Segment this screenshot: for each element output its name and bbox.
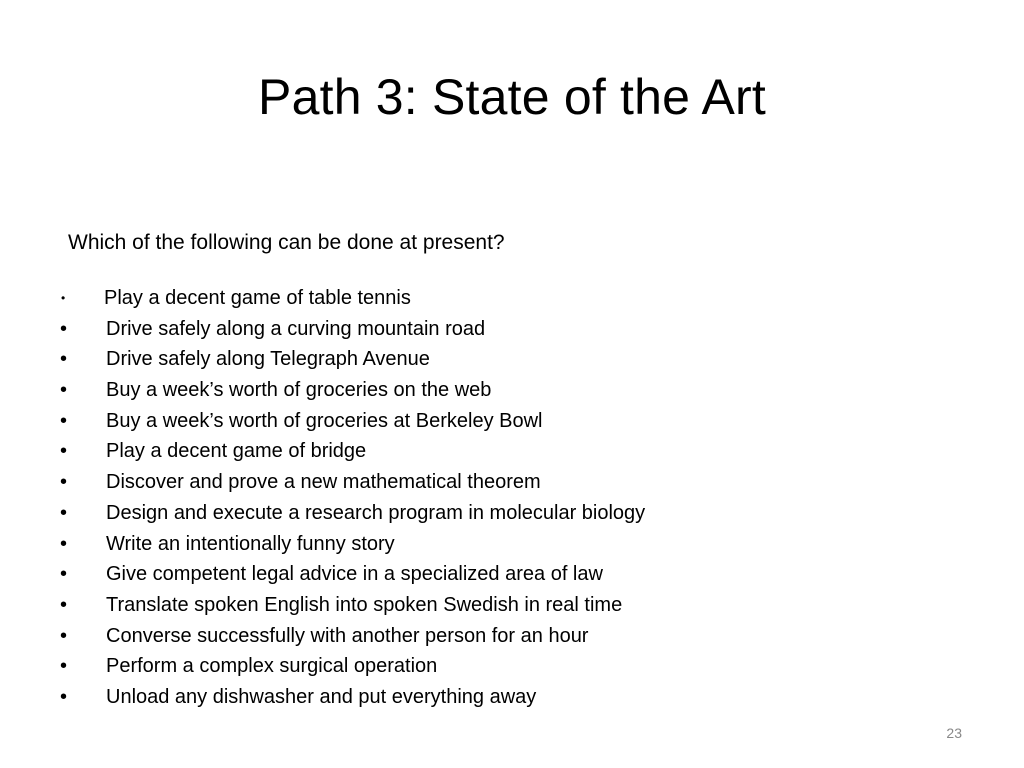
list-item-text: Drive safely along a curving mountain road xyxy=(106,317,486,340)
list-item-text: Drive safely along Telegraph Avenue xyxy=(106,348,430,371)
list-item-text: Perform a complex surgical operation xyxy=(106,655,438,678)
list-item-text: Unload any dishwasher and put everything away xyxy=(106,685,537,708)
bullet-icon: • xyxy=(60,593,68,616)
list-item-text: Design and execute a research program in molecular biology xyxy=(106,501,646,524)
bullet-icon: • xyxy=(60,379,68,402)
question-text: Which of the following can be done at present? xyxy=(68,231,505,254)
page-number: 23 xyxy=(946,725,962,741)
bullet-icon: • xyxy=(60,440,68,463)
list-item-text: Buy a week’s worth of groceries on the web xyxy=(106,379,492,402)
bullet-icon: • xyxy=(60,348,68,371)
list-item-text: Converse successfully with another person for an hour xyxy=(106,624,589,647)
list-item-text: Buy a week’s worth of groceries at Berkeley Bowl xyxy=(106,409,543,432)
bullet-icon: • xyxy=(60,409,68,432)
list-item-text: Give competent legal advice in a specialized area of law xyxy=(106,563,603,586)
list-item-text: Play a decent game of bridge xyxy=(106,440,367,463)
list-item-text: Translate spoken English into spoken Swedish in real time xyxy=(106,593,623,616)
bullet-icon: • xyxy=(60,471,68,494)
list-item-text: Discover and prove a new mathematical theorem xyxy=(106,471,541,494)
bullet-icon: • xyxy=(60,317,68,340)
bullet-icon: • xyxy=(60,655,68,678)
list-item-text: Write an intentionally funny story xyxy=(106,532,395,555)
bullet-icon: • xyxy=(60,563,68,586)
bullet-icon: • xyxy=(60,685,68,708)
bullet-icon: • xyxy=(61,291,66,305)
bullet-icon: • xyxy=(60,501,68,524)
bullet-icon: • xyxy=(60,532,68,555)
bullet-icon: • xyxy=(60,624,68,647)
list-item-text: Play a decent game of table tennis xyxy=(104,287,411,309)
slide-title: Path 3: State of the Art xyxy=(258,69,766,125)
